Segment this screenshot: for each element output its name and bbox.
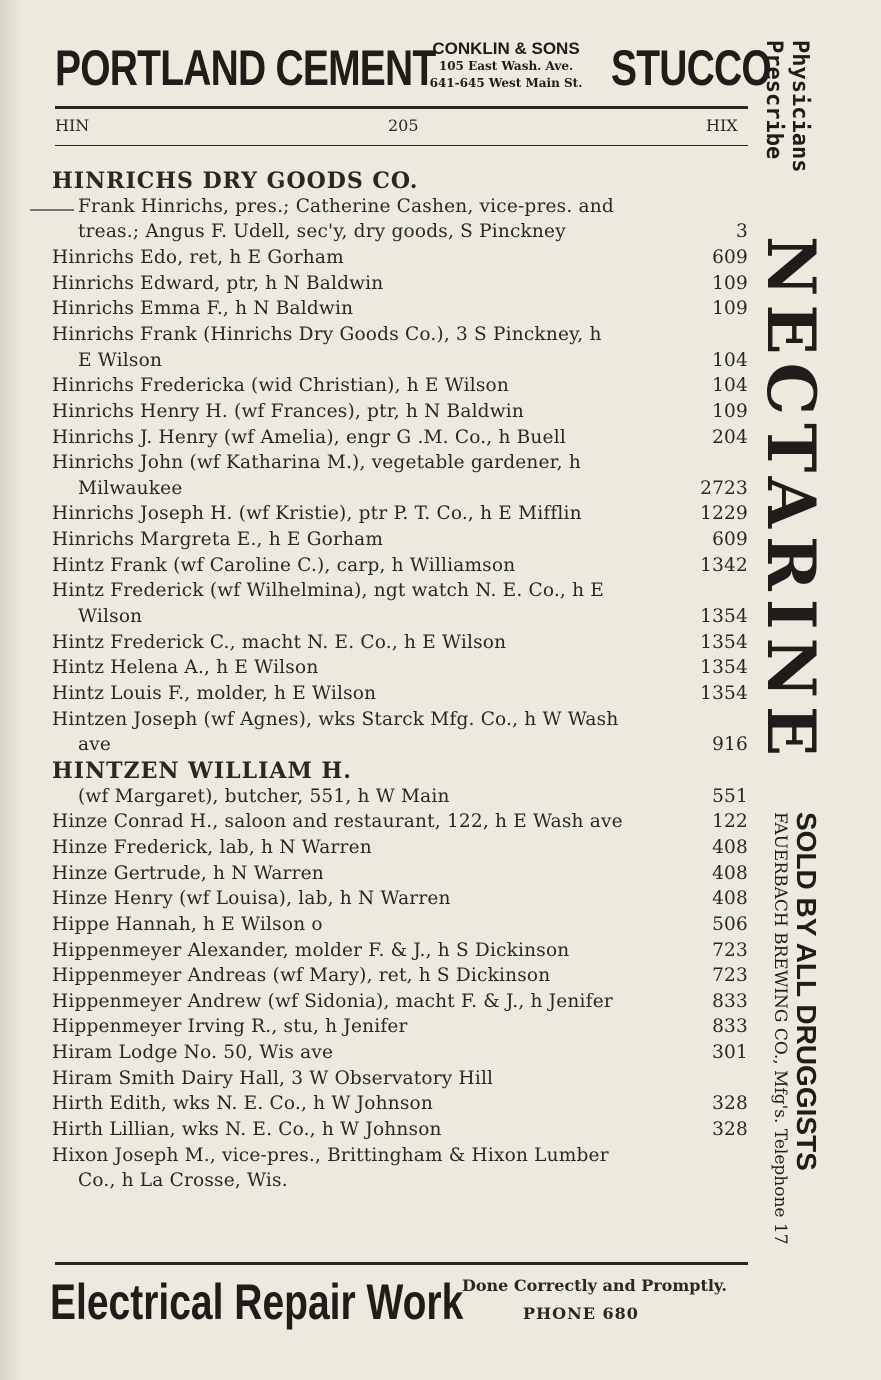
listing-number: 1342 (700, 554, 748, 576)
listing-number: 301 (712, 1042, 748, 1064)
listing-line (52, 681, 748, 707)
listing-text: treas.; Angus F. Udell, sec'y, dry goods, S Pinckney (78, 221, 566, 243)
listing-line (52, 296, 748, 322)
listing-line (78, 604, 748, 630)
listing-number: 328 (712, 1119, 748, 1141)
header-right-key: HIX (706, 116, 738, 135)
listing-text: Hinze Henry (wf Louisa), lab, h N Warren (52, 888, 451, 910)
listing-text: Hintz Frederick C., macht N. E. Co., h E Wilson (52, 631, 507, 653)
listing-number: 109 (712, 272, 748, 294)
listing-line (52, 271, 748, 297)
ad-stucco: STUCCO (611, 40, 771, 96)
listing-number: 408 (712, 862, 748, 884)
listing-text: Hinrichs Edo, ret, h E Gorham (52, 246, 344, 268)
ad-electrical-repair: Electrical Repair Work (50, 1274, 464, 1330)
listing-number: 916 (712, 734, 748, 756)
listing-line (52, 501, 748, 527)
ad-address-2: 641-645 West Main St. (429, 76, 583, 90)
listing-line (78, 348, 748, 374)
listing-line (52, 861, 748, 887)
listing-number: 2723 (700, 477, 748, 499)
listing-line (52, 938, 748, 964)
listing-line (52, 450, 748, 476)
listing-text: Hixon Joseph M., vice-pres., Brittingham & Hixon Lumber (52, 1144, 609, 1166)
listing-line (52, 425, 748, 451)
listing-line (52, 809, 748, 835)
listing-text: Hinze Frederick, lab, h N Warren (52, 836, 372, 858)
listing-number: 328 (712, 1093, 748, 1115)
listing-text: Hinrichs Edward, ptr, h N Baldwin (52, 272, 384, 294)
listing-heading (52, 758, 748, 784)
listing-number: 723 (712, 939, 748, 961)
listing-number: 609 (712, 246, 748, 268)
listing-number: 104 (712, 349, 748, 371)
listing-number: 833 (712, 1016, 748, 1038)
listing-text: Hippenmeyer Andrew (wf Sidonia), macht F. & J., h Jenifer (52, 990, 613, 1012)
side-ad-sold: SOLD BY ALL DRUGGISTS (791, 812, 822, 1171)
listing-heading (52, 168, 748, 194)
top-rule (55, 106, 748, 109)
listing-line (78, 194, 748, 220)
listing-text: HINRICHS DRY GOODS CO. (52, 168, 419, 194)
listing-text: Hiram Lodge No. 50, Wis ave (52, 1042, 334, 1064)
listing-text: HINTZEN WILLIAM H. (52, 757, 352, 784)
listing-text: Hintz Frank (wf Caroline C.), carp, h Williamson (52, 554, 516, 576)
listing-number: 408 (712, 888, 748, 910)
listing-line (52, 989, 748, 1015)
listing-number: 3 (736, 221, 748, 243)
page-number: 205 (388, 116, 419, 135)
listing-text: Hinze Gertrude, h N Warren (52, 862, 324, 884)
header-left-key: HIN (55, 116, 90, 135)
listing-line (52, 1066, 748, 1092)
listing-text: Milwaukee (78, 477, 183, 499)
ad-phone: PHONE 680 (523, 1304, 639, 1323)
listing-number: 1354 (700, 631, 748, 653)
listing-number: 109 (712, 298, 748, 320)
listing-line (52, 835, 748, 861)
listing-text: Hinrichs John (wf Katharina M.), vegetable gardener, h (52, 452, 581, 474)
listing-text: Hinrichs Emma F., h N Baldwin (52, 298, 354, 320)
listing-line (52, 912, 748, 938)
side-ad-physicians: Physicians (787, 40, 812, 173)
bottom-advertisement (50, 1268, 750, 1338)
listing-number: 1354 (700, 683, 748, 704)
listing-text: Hinrichs Fredericka (wid Christian), h E Wilson (52, 375, 509, 397)
listing-text: Hinrichs Frank (Hinrichs Dry Goods Co.), 3 S Pinckney, h (52, 323, 602, 345)
listing-line (52, 578, 748, 604)
listing-line (52, 1014, 748, 1040)
side-ad-maker: FAUERBACH BREWING CO., Mfg's. Telephone 17 (770, 812, 790, 1245)
listing-text: Wilson (78, 606, 143, 628)
listing-text: E Wilson (78, 349, 163, 371)
top-advertisement (55, 30, 771, 102)
listing-number: 833 (712, 990, 748, 1012)
listing-text: Hirth Edith, wks N. E. Co., h W Johnson (52, 1093, 433, 1115)
listing-text: Hippenmeyer Irving R., stu, h Jenifer (52, 1016, 408, 1038)
listing-text: Hiram Smith Dairy Hall, 3 W Observatory Hill (52, 1067, 494, 1089)
listing-line (52, 886, 748, 912)
ad-company-name: CONKLIN & SONS (432, 39, 580, 58)
ad-done-correctly: Done Correctly and Promptly. (462, 1276, 727, 1295)
listing-line (52, 245, 748, 271)
listing-number: 551 (712, 785, 748, 807)
listing-text: Hintzen Joseph (wf Agnes), wks Starck Mfg. Co., h W Wash (52, 708, 619, 730)
listing-number: 506 (712, 913, 748, 935)
listing-text: Hinze Conrad H., saloon and restaurant, 122, h E Wash ave (52, 811, 623, 833)
listing-number: 408 (712, 836, 748, 858)
listing-text: Co., h La Crosse, Wis. (78, 1170, 288, 1192)
page-edge-shadow (0, 0, 22, 1380)
listing-line (52, 1143, 748, 1169)
listing-text: Hippenmeyer Andreas (wf Mary), ret, h S Dickinson (52, 965, 551, 987)
listing-text: Hinrichs Margreta E., h E Gorham (52, 529, 384, 551)
bottom-rule (55, 1262, 748, 1265)
listing-line (52, 655, 748, 681)
listing-line (78, 476, 748, 502)
listing-text: Hirth Lillian, wks N. E. Co., h W Johnson (52, 1119, 442, 1141)
listing-line (52, 707, 748, 733)
continuation-dash (30, 209, 74, 211)
listing-number: 104 (712, 375, 748, 397)
listing-line (78, 732, 748, 758)
listing-number: 122 (712, 811, 748, 833)
listing-number: 723 (712, 965, 748, 987)
listing-line (52, 373, 748, 399)
listing-text: Hinrichs Joseph H. (wf Kristie), ptr P. T. Co., h E Mifflin (52, 503, 582, 525)
listing-text: Hinrichs J. Henry (wf Amelia), engr G .M. Co., h Buell (52, 426, 566, 448)
listing-line (52, 1091, 748, 1117)
listing-number: 109 (712, 400, 748, 422)
listing-line (78, 784, 748, 810)
side-ad-brand: NECTARINE (752, 236, 830, 765)
listing-number: 1354 (700, 657, 748, 679)
listing-number: 1229 (700, 503, 748, 525)
listing-line (78, 1168, 748, 1194)
listing-line (52, 630, 748, 656)
listing-text: Hintz Helena A., h E Wilson (52, 657, 319, 679)
listing-number: 609 (712, 529, 748, 551)
listing-line (52, 1040, 748, 1066)
header-rule (55, 145, 748, 146)
listing-text: Hinrichs Henry H. (wf Frances), ptr, h N Baldwin (52, 400, 524, 422)
ad-address-1: 105 East Wash. Ave. (438, 59, 574, 73)
listing-line (52, 1117, 748, 1143)
listing-text: Hippe Hannah, h E Wilson o (52, 913, 323, 935)
ad-portland-cement: PORTLAND CEMENT (55, 40, 436, 96)
side-ad-prescribe: Prescribe (761, 40, 786, 160)
listing-line (52, 553, 748, 579)
listing-text: Frank Hinrichs, pres.; Catherine Cashen, vice-pres. and (78, 195, 614, 217)
listing-number: 204 (712, 426, 748, 448)
listing-text: ave (78, 734, 112, 756)
listing-text: Hintz Louis F., molder, h E Wilson (52, 683, 377, 704)
listing-line (52, 963, 748, 989)
listing-number: 1354 (700, 606, 748, 628)
listing-text: (wf Margaret), butcher, 551, h W Main (78, 785, 450, 807)
listing-text: Hintz Frederick (wf Wilhelmina), ngt watch N. E. Co., h E (52, 580, 604, 602)
listing-text: Hippenmeyer Alexander, molder F. & J., h S Dickinson (52, 939, 570, 961)
listing-line (78, 219, 748, 245)
listing-line (52, 322, 748, 348)
ad-company-block (411, 39, 601, 92)
listing-line (52, 527, 748, 553)
listing-line (52, 399, 748, 425)
